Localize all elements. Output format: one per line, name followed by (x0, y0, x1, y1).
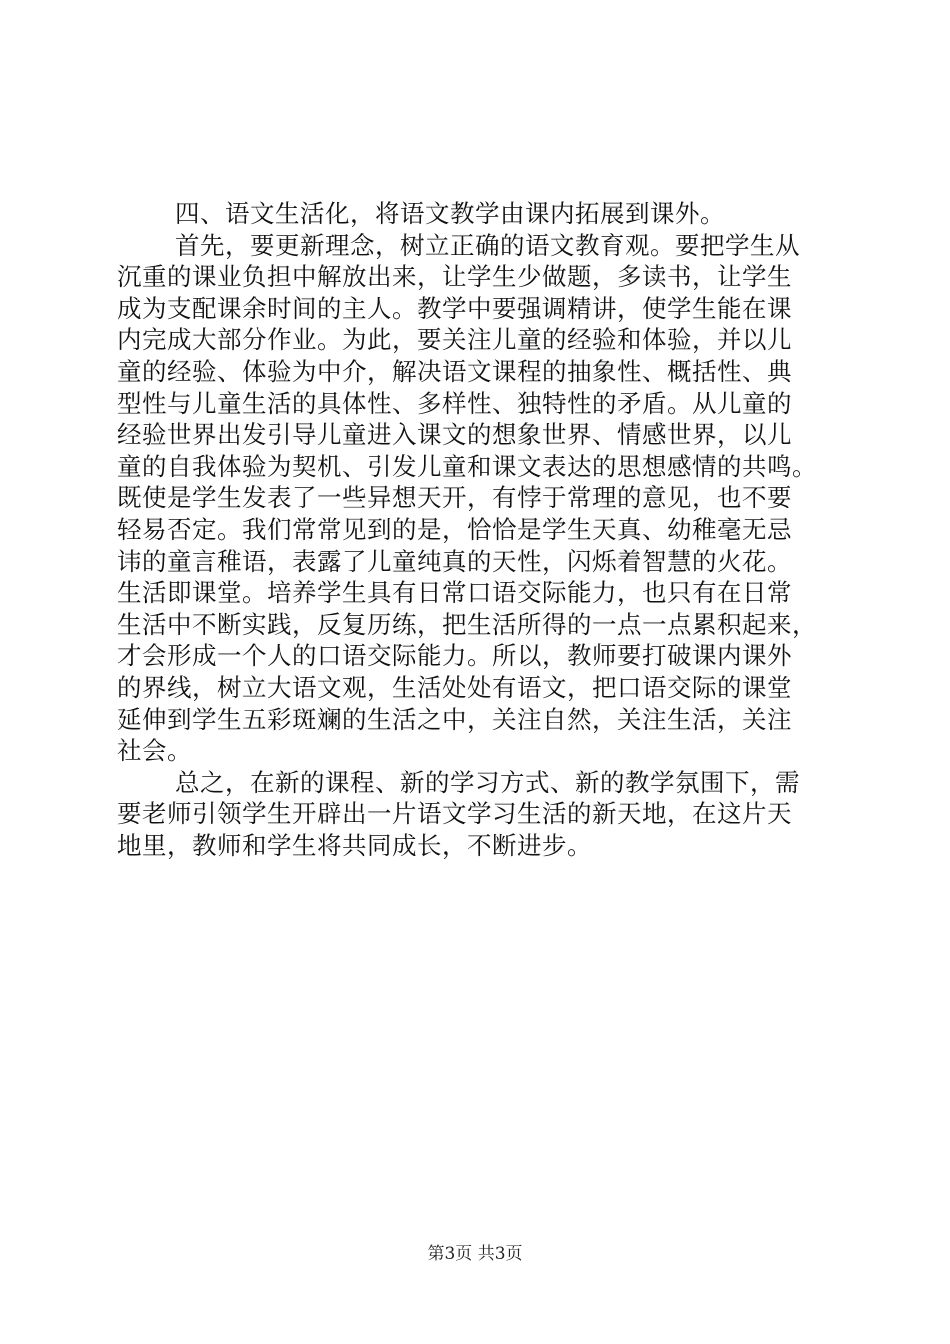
paragraph-main (117, 230, 837, 767)
text-line: 生活即课堂。培养学生具有日常口语交际能力，也只有在日常 (117, 578, 792, 608)
document-body (117, 198, 837, 861)
text-line: 才会形成一个人的口语交际能力。所以，教师要打破课内课外 (117, 641, 792, 671)
text-line: 四、语文生活化，将语文教学由课内拓展到课外。 (175, 199, 725, 228)
text-line: 轻易否定。我们常常见到的是，恰恰是学生天真、幼稚毫无忌 (117, 514, 792, 544)
text-line: 总之，在新的课程、新的学习方式、新的教学氛围下，需 (175, 767, 800, 797)
text-line: 内完成大部分作业。为此，要关注儿童的经验和体验，并以儿 (117, 325, 792, 355)
page-footer (0, 1243, 950, 1265)
text-line: 生活中不断实践，反复历练，把生活所得的一点一点累积起来， (117, 609, 817, 639)
page-number: 第3页 共3页 (427, 1244, 523, 1264)
text-line: 的界线，树立大语文观，生活处处有语文，把口语交际的课堂 (117, 672, 792, 702)
text-line: 型性与儿童生活的具体性、多样性、独特性的矛盾。从儿童的 (117, 388, 792, 418)
text-line: 童的自我体验为契机、引发儿童和课文表达的思想感情的共鸣。 (117, 451, 817, 481)
text-line: 社会。 (117, 736, 192, 766)
paragraph-conclusion (117, 767, 837, 862)
text-line: 要老师引领学生开辟出一片语文学习生活的新天地，在这片天 (117, 799, 792, 829)
text-line: 讳的童言稚语，表露了儿童纯真的天性，闪烁着智慧的火花。 (117, 546, 792, 576)
text-line: 地里，教师和学生将共同成长，不断进步。 (117, 830, 592, 860)
text-line: 首先，要更新理念，树立正确的语文教育观。要把学生从 (175, 230, 800, 260)
text-line: 既使是学生发表了一些异想天开，有悖于常理的意见，也不要 (117, 483, 792, 513)
text-line: 延伸到学生五彩斑斓的生活之中，关注自然，关注生活，关注 (117, 704, 792, 734)
text-line: 成为支配课余时间的主人。教学中要强调精讲，使学生能在课 (117, 293, 792, 323)
text-line: 经验世界出发引导儿童进入课文的想象世界、情感世界，以儿 (117, 420, 792, 450)
paragraph-section-heading (117, 198, 837, 230)
text-line: 沉重的课业负担中解放出来，让学生少做题，多读书，让学生 (117, 262, 792, 292)
text-line: 童的经验、体验为中介，解决语文课程的抽象性、概括性、典 (117, 356, 792, 386)
